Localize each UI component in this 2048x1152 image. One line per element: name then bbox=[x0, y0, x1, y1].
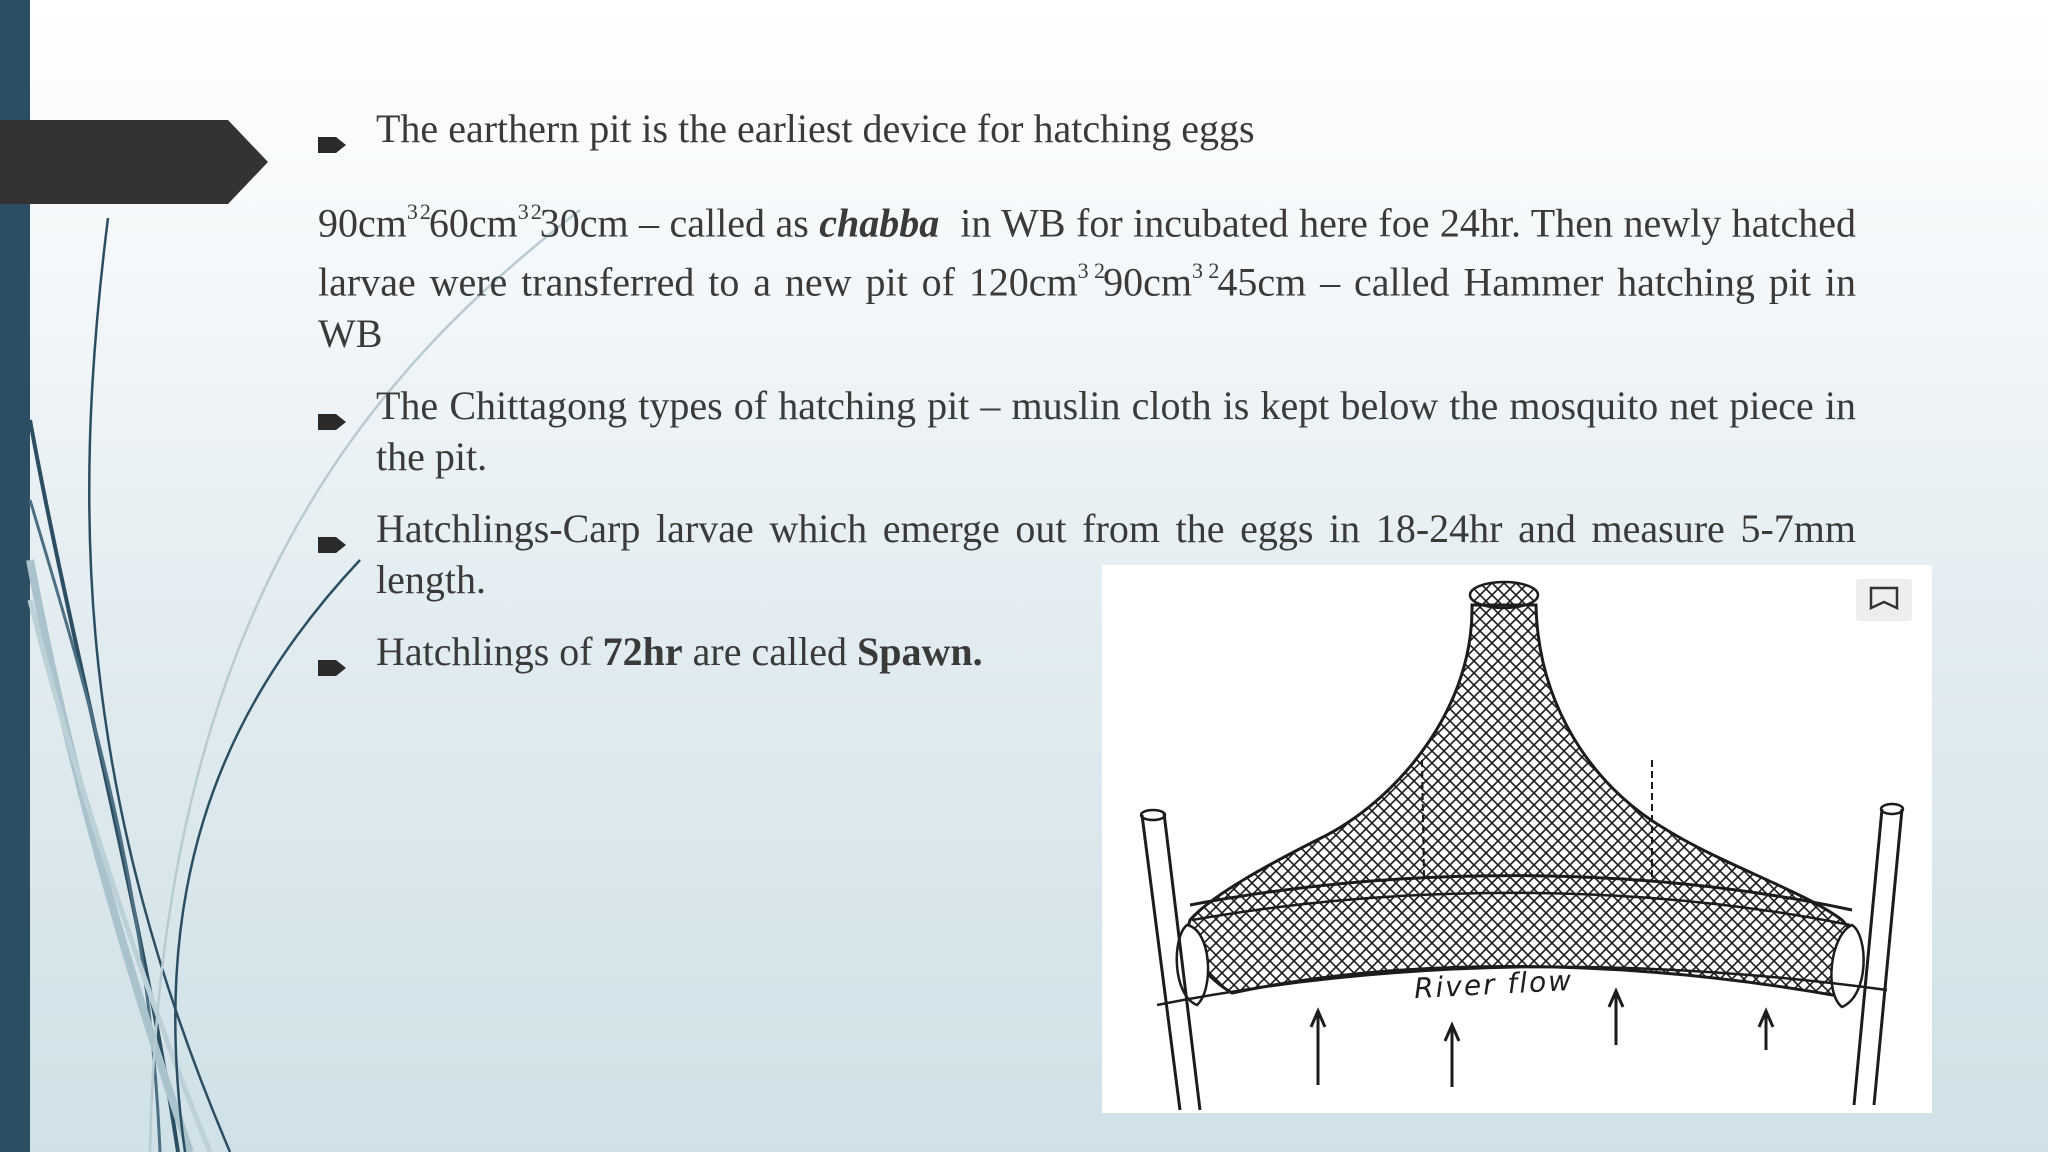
hatching-net-drawing bbox=[1102, 565, 1932, 1113]
bullet-item bbox=[318, 103, 1856, 168]
arrow-bullet-icon bbox=[318, 503, 376, 568]
arrow-bullet-icon bbox=[318, 626, 376, 691]
hatching-net-illustration[interactable] bbox=[1102, 565, 1932, 1113]
paragraph-chabba: $90cm^{3 2}60cm^{3 2}30cm$ – called as chabba in WB for incubated here foe 24hr. Then newly hatched larvae were transferred to a new pit of $120cm^{3 2}90cm^{3 2}45cm$ – called Hammer hatching pit in WB bbox=[318, 199, 1857, 356]
bullet-item bbox=[318, 380, 1856, 482]
term-chabba: chabba bbox=[819, 200, 940, 246]
bullet-text-chittagong: The Chittagong types of hatching pit – muslin cloth is kept below the mosquito net piece in the pit. bbox=[376, 382, 1856, 479]
bullet-text-spawn: Hatchlings of 72hr are called Spawn. bbox=[376, 628, 983, 674]
bullet-text-earthern-pit: The earthern pit is the earliest device for hatching eggs bbox=[376, 106, 1255, 151]
arrow-bullet-icon bbox=[318, 103, 376, 168]
title-arrow-banner bbox=[0, 120, 268, 204]
bookmark-icon bbox=[1869, 586, 1899, 615]
arrow-bullet-icon bbox=[318, 380, 376, 445]
bullet-text-hatchlings: Hatchlings-Carp larvae which emerge out from the eggs in 18-24hr and measure 5-7mm length. bbox=[376, 505, 1856, 602]
bookmark-button[interactable] bbox=[1856, 579, 1912, 621]
river-flow-label: River flow bbox=[1413, 963, 1574, 1006]
